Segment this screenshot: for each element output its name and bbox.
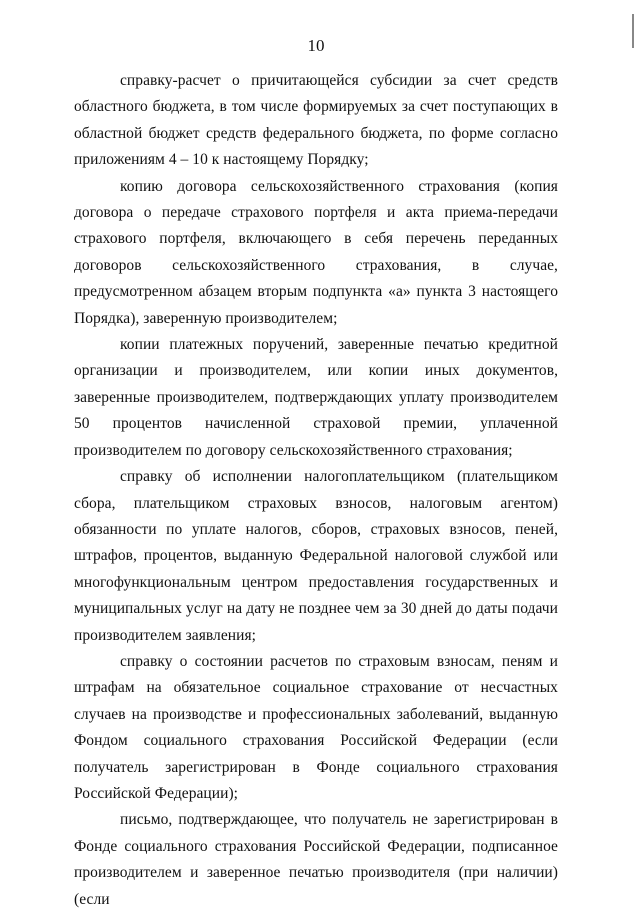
paragraph-tax-certificate: справку об исполнении налогоплательщиком (плательщиком сбора, плательщиком страховых взносов, налоговым агентом) обязанности по уплате налогов, сборов, страховых взносов, пеней, штрафов, процентов, выданную Федеральной налоговой службой или многофункциональным центром предоставления государственных и муниципальных услуг на дату не позднее чем за 30 дней до даты подачи производителем заявления; — [74, 468, 558, 644]
scan-artifact-mark — [632, 14, 634, 48]
paragraph-payment-orders: копии платежных поручений, заверенные печатью кредитной организации и производителем, или копии иных документов, заверенные производителем, подтверждающих уплату производителем 50 процентов начисленной страховой премии, уплаченной производителем по договору сельскохозяйственного страхования; — [74, 336, 558, 459]
paragraph-insurance-contract-copy: копию договора сельскохозяйственного страхования (копия договора о передаче страхового портфеля и акта приема-передачи страхового портфеля, включающего в себя перечень переданных договоров сельскохозяйственного страхования, в случае, предусмотренном абзацем вторым подпункта «а» пункта 3 настоящего Порядка), заверенную производителем; — [74, 177, 558, 327]
page-number: 10 — [307, 36, 325, 55]
paragraph-non-registration-letter: письмо, подтверждающее, что получатель не зарегистрирован в Фонде социального страхования Российской Федерации, подписанное производителем и заверенное печатью производителя (при наличии) (если — [74, 811, 558, 908]
paragraph-subsidy-calculation: справку-расчет о причитающейся субсидии за счет средств областного бюджета, в том числе формируемых за счет поступающих в областной бюджет средств федерального бюджета, по форме согласно приложениям 4 – 10 к настоящему Порядку; — [74, 72, 558, 169]
paragraph-social-insurance-certificate: справку о состоянии расчетов по страховым взносам, пеням и штрафам на обязательное социальное страхование от несчастных случаев на производстве и профессиональных заболеваний, выданную Фондом социального страхования Российской Федерации (если получатель зарегистрирован в Фонде социального страхования Российской Федерации); — [74, 652, 558, 802]
